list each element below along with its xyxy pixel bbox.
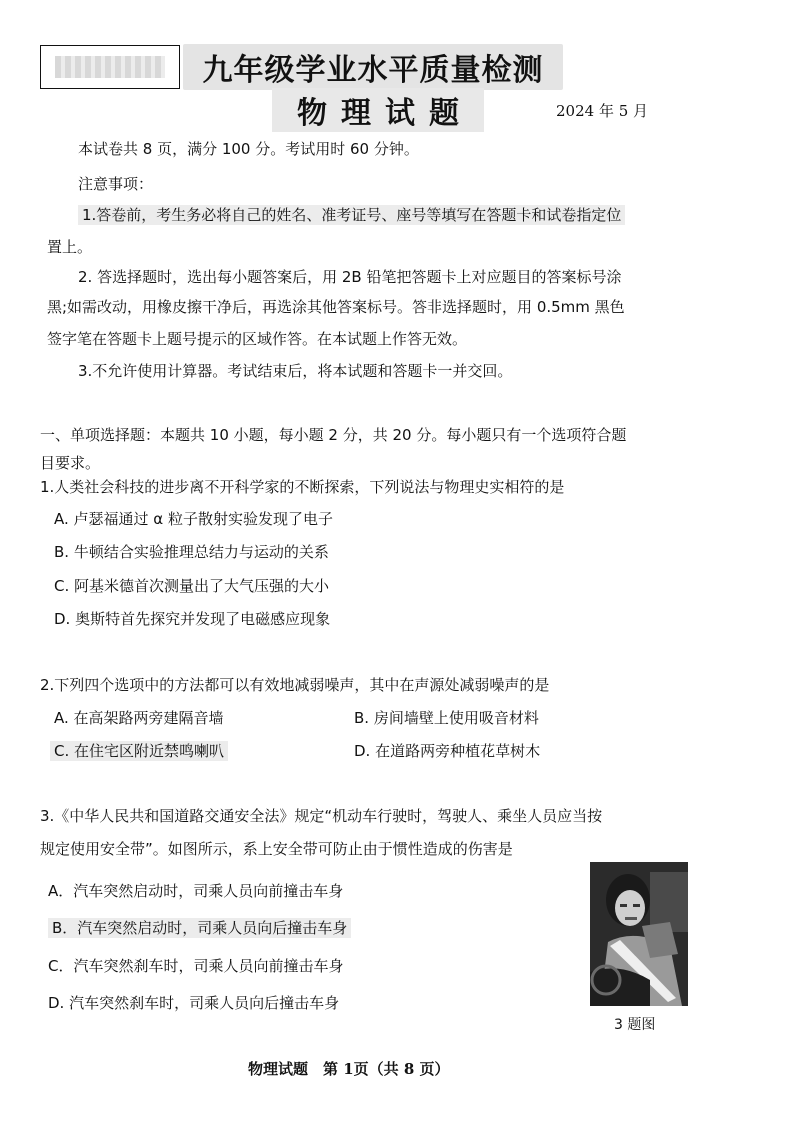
seatbelt-photo [590,862,688,1006]
notice-heading: 注意事项： [78,175,154,193]
question-1-option-d: D. 奥斯特首先探究并发现了电磁感应现象 [54,610,331,628]
seatbelt-photo-drawing [590,862,688,1006]
question-2-option-d: D. 在道路两旁种植花草树木 [354,742,541,760]
notice-2-line-2: 黑;如需改动，用橡皮擦干净后，再选涂其他答案标号。答非选择题时，用 0.5mm 黑色 [47,298,625,316]
blurred-stamp [55,56,165,78]
subject-title: 物理试题 [272,88,484,132]
exam-id-box [40,45,180,89]
question-1-stem: 1.人类社会科技的进步离不开科学家的不断探索，下列说法与物理史实相符的是 [40,478,565,496]
question-2-stem: 2.下列四个选项中的方法都可以有效地减弱噪声，其中在声源处减弱噪声的是 [40,676,550,694]
question-3-option-b [48,917,351,938]
question-1-option-a: A. 卢瑟福通过 α 粒子散射实验发现了电子 [54,510,333,528]
question-3-stem-line-1: 3.《中华人民共和国道路交通安全法》规定“机动车行驶时，驾驶人、乘坐人员应当按 [40,807,603,825]
section-1-heading-line-1: 一、单项选择题：本题共 10 小题，每小题 2 分，共 20 分。每小题只有一个选项符合题 [40,426,627,444]
notice-1-line-1 [78,204,625,225]
question-3-option-a: A．汽车突然启动时，司乘人员向前撞击车身 [48,882,344,900]
question-2-option-c [50,740,228,761]
question-2-option-a: A. 在高架路两旁建隔音墙 [54,709,224,727]
question-1-option-b: B. 牛顿结合实验推理总结力与运动的关系 [54,543,329,561]
question-3-option-d: D. 汽车突然刹车时，司乘人员向后撞击车身 [48,994,340,1012]
question-1-option-c: C. 阿基米德首次测量出了大气压强的大小 [54,577,330,595]
notice-2-line-3: 签字笔在答题卡上题号提示的区域作答。在本试题上作答无效。 [47,330,468,348]
exam-date: 2024 年 5 月 [556,102,649,120]
figure-caption: 3 题图 [614,1017,656,1033]
page-footer: 物理试题 第 1页（共 8 页） [248,1060,450,1078]
notice-1-line-2: 置上。 [47,238,93,256]
question-3-stem-line-2: 规定使用安全带”。如图所示，系上安全带可防止由于惯性造成的伤害是 [40,840,513,858]
question-2-option-b: B. 房间墙壁上使用吸音材料 [354,709,539,727]
question-3-option-b-text: B．汽车突然启动时，司乘人员向后撞击车身 [48,918,351,938]
notice-1-text: 1.答卷前，考生务必将自己的姓名、准考证号、座号等填写在答题卡和试卷指定位 [78,205,625,225]
paper-summary: 本试卷共 8 页，满分 100 分。考试用时 60 分钟。 [78,140,419,158]
question-2-option-c-text: C. 在住宅区附近禁鸣喇叭 [50,741,228,761]
main-title: 九年级学业水平质量检测 [183,44,563,90]
notice-3: 3.不允许使用计算器。考试结束后，将本试题和答题卡一并交回。 [78,362,513,380]
question-3-option-c: C．汽车突然刹车时，司乘人员向前撞击车身 [48,957,344,975]
notice-2-line-1: 2. 答选择题时，选出每小题答案后，用 2B 铅笔把答题卡上对应题目的答案标号涂 [78,268,622,286]
section-1-heading-line-2: 目要求。 [40,454,101,472]
